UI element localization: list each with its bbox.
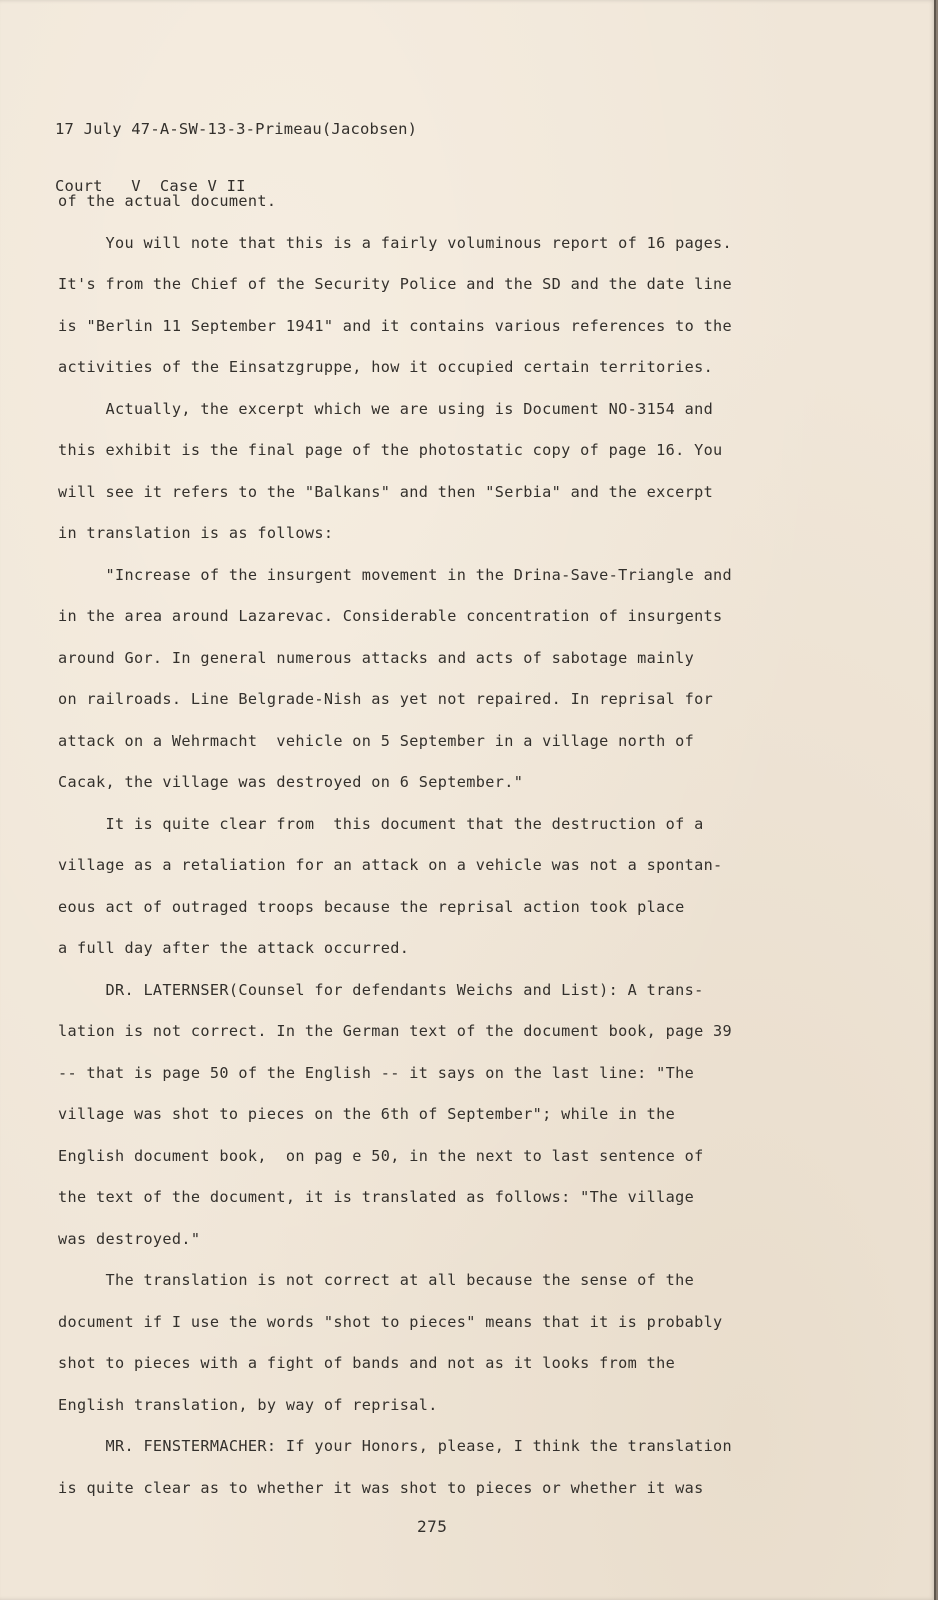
- transcript-line: will see it refers to the "Balkans" and then "Serbia" and the excerpt: [58, 482, 714, 501]
- transcript-line: Cacak, the village was destroyed on 6 September.": [58, 773, 524, 791]
- transcript-line: is quite clear as to whether it was shot to pieces or whether it was: [58, 1478, 704, 1497]
- transcript-line: -- that is page 50 of the English -- it says on the last line: "The: [58, 1063, 695, 1082]
- transcript-line: You will note that this is a fairly voluminous report of 16 pages.: [58, 233, 733, 252]
- transcript-line: The translation is not correct at all because the sense of the: [58, 1271, 695, 1289]
- transcript-line: MR. FENSTERMACHER: If your Honors, please, I think the translation: [58, 1437, 733, 1455]
- header-date-line: 17 July 47-A-SW-13-3-Primeau(Jacobsen): [55, 120, 418, 138]
- transcript-line: of the actual document.: [58, 192, 277, 210]
- transcript-line: It is quite clear from this document that the destruction of a: [58, 814, 704, 833]
- transcript-line: DR. LATERNSER(Counsel for defendants Weichs and List): A trans-: [58, 980, 704, 999]
- transcript-line: English translation, by way of reprisal.: [58, 1395, 438, 1414]
- transcript-line: shot to pieces with a fight of bands and not as it looks from the: [58, 1354, 676, 1372]
- transcript-line: village was shot to pieces on the 6th of September"; while in the: [58, 1105, 676, 1123]
- transcript-line: "Increase of the insurgent movement in the Drina-Save-Triangle and: [58, 565, 733, 584]
- transcript-line: this exhibit is the final page of the photostatic copy of page 16. You: [58, 441, 723, 459]
- transcript-line: a full day after the attack occurred.: [58, 939, 410, 957]
- transcript-line: attack on a Wehrmacht vehicle on 5 September in a village north of: [58, 731, 695, 750]
- page-number: 275: [417, 1517, 448, 1536]
- transcript-line: document if I use the words "shot to pieces" means that it is probably: [58, 1312, 723, 1331]
- header-court-line: Court V Case V II: [55, 177, 246, 195]
- transcript-line: on railroads. Line Belgrade-Nish as yet not repaired. In reprisal for: [58, 690, 714, 708]
- transcript-line: village as a retaliation for an attack on a vehicle was not a spontan-: [58, 856, 723, 874]
- transcript-line: is "Berlin 11 September 1941" and it contains various references to the: [58, 316, 733, 335]
- transcript-line: in translation is as follows:: [58, 524, 334, 542]
- transcript-line: lation is not correct. In the German text of the document book, page 39: [58, 1022, 733, 1040]
- transcript-line: in the area around Lazarevac. Considerable concentration of insurgents: [58, 607, 723, 625]
- transcript-line: eous act of outraged troops because the reprisal action took place: [58, 897, 685, 916]
- transcript-body: [58, 181, 798, 1509]
- transcript-line: activities of the Einsatzgruppe, how it occupied certain territories.: [58, 358, 714, 376]
- transcript-line: It's from the Chief of the Security Police and the SD and the date line: [58, 275, 733, 293]
- transcript-line: was destroyed.": [58, 1229, 201, 1248]
- transcript-line: English document book, on pag e 50, in the next to last sentence of: [58, 1146, 704, 1165]
- page-edge: [934, 0, 936, 1600]
- transcript-line: the text of the document, it is translated as follows: "The village: [58, 1188, 695, 1206]
- transcript-line: Actually, the excerpt which we are using is Document NO-3154 and: [58, 399, 714, 418]
- transcript-line: around Gor. In general numerous attacks and acts of sabotage mainly: [58, 648, 695, 667]
